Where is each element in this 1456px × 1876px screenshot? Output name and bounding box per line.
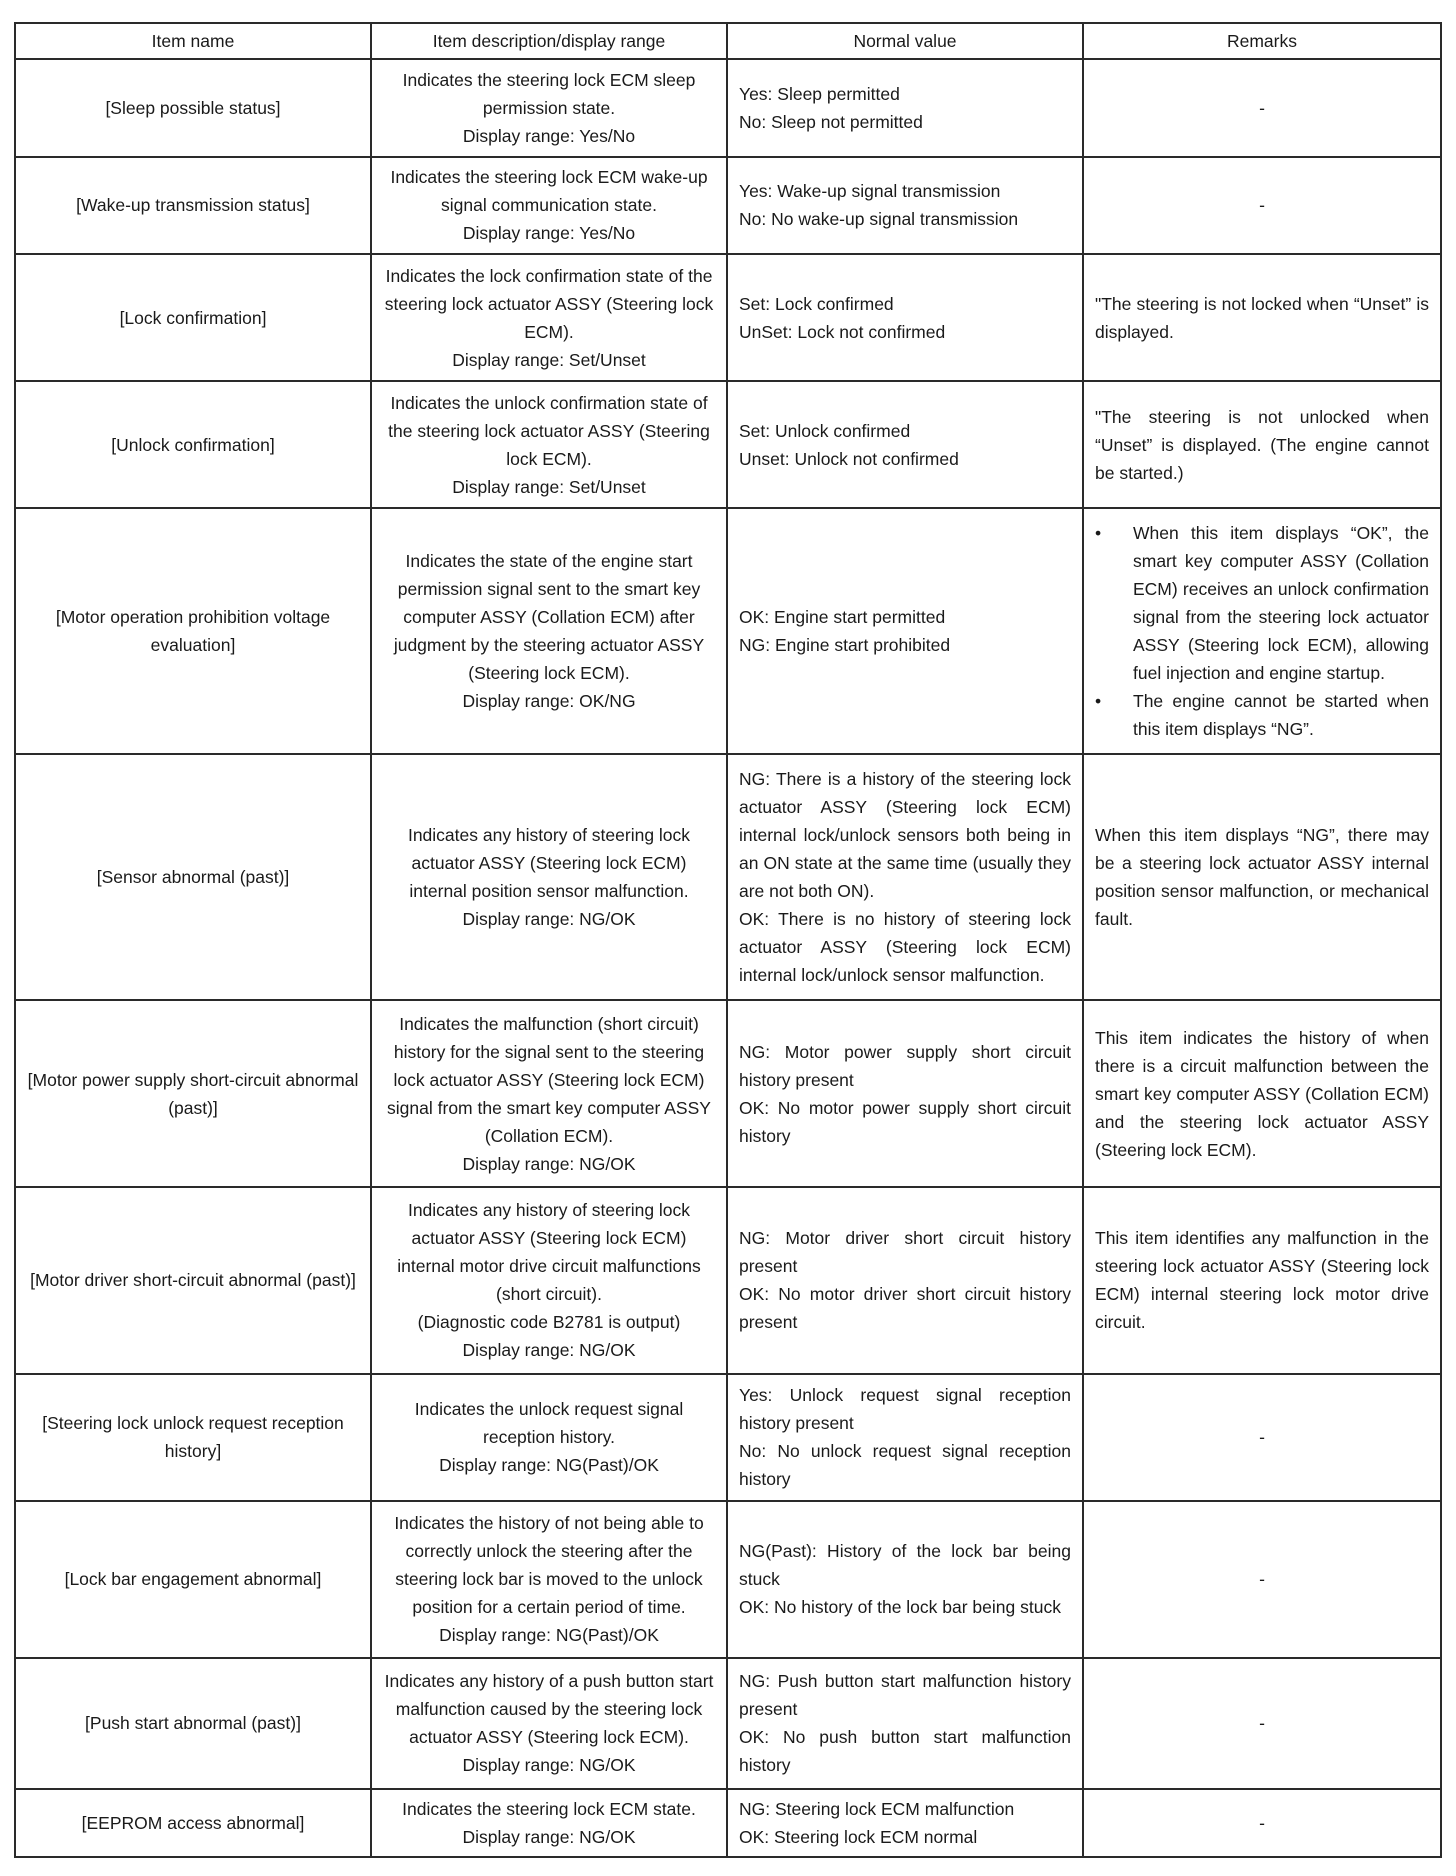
item-description-cell [371, 59, 727, 157]
description-line: Indicates any history of steering lock actuator ASSY (Steering lock ECM) internal motor drive circuit malfunctions (short circuit). [397, 1200, 701, 1305]
table-row [15, 1658, 1441, 1789]
normal-value-line: OK: No history of the lock bar being stuck [739, 1597, 1061, 1618]
item-description-cell [371, 1658, 727, 1789]
table-row [15, 1187, 1441, 1374]
item-description-cell [371, 1187, 727, 1374]
normal-value-line: OK: There is no history of steering lock actuator ASSY (Steering lock ECM) internal lock/unlock sensor malfunction. [739, 909, 1071, 986]
normal-value-line: Yes: Unlock request signal reception history present [739, 1385, 1071, 1434]
description-line: Indicates the history of not being able to correctly unlock the steering after the steering lock bar is moved to the unlock position for a certain period of time. [394, 1513, 704, 1618]
item-name-cell: [Unlock confirmation] [15, 381, 371, 508]
normal-value-line: NG: Steering lock ECM malfunction [739, 1799, 1015, 1820]
table-row [15, 157, 1441, 255]
normal-value-cell [727, 1789, 1083, 1857]
description-line: Indicates the malfunction (short circuit) history for the signal sent to the steering lock actuator ASSY (Steering lock ECM) signal from the smart key computer ASSY (Collation ECM). [387, 1013, 711, 1146]
item-name-cell: [Steering lock unlock request reception history] [15, 1374, 371, 1501]
description-line: Display range: Yes/No [462, 125, 636, 146]
normal-value-cell [727, 1501, 1083, 1658]
remarks-cell: - [1083, 157, 1441, 255]
item-description-cell [371, 157, 727, 255]
normal-value-cell [727, 1000, 1083, 1187]
normal-value-line: NG: Push button start malfunction history present [739, 1671, 1071, 1720]
normal-value-line: NG(Past): History of the lock bar being stuck [739, 1541, 1071, 1590]
remarks-bullet-list [1095, 519, 1429, 743]
remarks-cell: - [1083, 1374, 1441, 1501]
description-line: Indicates the steering lock ECM state. [402, 1799, 696, 1820]
description-line: Indicates the unlock request signal reception history. [414, 1399, 684, 1448]
item-description-cell [371, 381, 727, 508]
item-description-cell [371, 508, 727, 754]
description-line: Display range: Set/Unset [452, 476, 646, 497]
normal-value-cell [727, 254, 1083, 381]
normal-value-line: Unset: Unlock not confirmed [739, 448, 959, 469]
normal-value-cell [727, 1658, 1083, 1789]
item-description-cell [371, 754, 727, 1000]
item-name-cell: [Motor power supply short-circuit abnormal (past)] [15, 1000, 371, 1187]
description-line: Display range: NG/OK [462, 1340, 636, 1361]
item-name-cell: [Motor driver short-circuit abnormal (past)] [15, 1187, 371, 1374]
description-line: Indicates the steering lock ECM sleep permission state. [402, 69, 696, 118]
description-line: Indicates the state of the engine start permission signal sent to the smart key computer ASSY (Collation ECM) after judgment by the steering actuator ASSY (Steering lock ECM). [393, 551, 705, 684]
normal-value-line: Set: Unlock confirmed [739, 420, 911, 441]
table-body [15, 59, 1441, 1857]
description-line: Display range: OK/NG [462, 691, 636, 712]
header-description: Item description/display range [371, 23, 727, 59]
header-item-name: Item name [15, 23, 371, 59]
normal-value-line: No: No unlock request signal reception history [739, 1441, 1071, 1490]
description-line: Indicates any history of a push button start malfunction caused by the steering lock actuator ASSY (Steering lock ECM). [384, 1671, 714, 1748]
description-line: Display range: NG/OK [462, 1827, 636, 1848]
normal-value-line: OK: No push button start malfunction history [739, 1727, 1071, 1776]
item-name-cell: [Wake-up transmission status] [15, 157, 371, 255]
normal-value-line: NG: Engine start prohibited [739, 635, 951, 656]
remarks-bullet-item: • The engine cannot be started when this item displays “NG”. [1095, 687, 1429, 743]
normal-value-line: NG: Motor driver short circuit history present [739, 1228, 1071, 1277]
remarks-cell: This item identifies any malfunction in the steering lock actuator ASSY (Steering lock ECM) internal steering lock motor drive circuit. [1083, 1187, 1441, 1374]
table-row [15, 508, 1441, 754]
remarks-cell: "The steering is not unlocked when “Unset” is displayed. (The engine cannot be started.) [1083, 381, 1441, 508]
description-line: Indicates any history of steering lock actuator ASSY (Steering lock ECM) internal position sensor malfunction. [407, 825, 691, 902]
remarks-cell: "The steering is not locked when “Unset” is displayed. [1083, 254, 1441, 381]
normal-value-line: Yes: Wake-up signal transmission [739, 181, 1001, 202]
description-line: Display range: NG(Past)/OK [439, 1625, 659, 1646]
header-remarks: Remarks [1083, 23, 1441, 59]
normal-value-cell [727, 1187, 1083, 1374]
description-line: Display range: Yes/No [462, 223, 636, 244]
item-description-cell [371, 1374, 727, 1501]
description-line: Display range: NG/OK [462, 1153, 636, 1174]
item-description-cell [371, 1789, 727, 1857]
normal-value-line: Set: Lock confirmed [739, 293, 894, 314]
table-row [15, 1501, 1441, 1658]
description-line: Display range: NG/OK [462, 1755, 636, 1776]
table-row [15, 754, 1441, 1000]
description-line: Indicates the lock confirmation state of the steering lock actuator ASSY (Steering lock ECM). [384, 265, 714, 342]
remarks-bullet-item: • When this item displays “OK”, the smart key computer ASSY (Collation ECM) receives an unlock confirmation signal from the steering lock actuator ASSY (Steering lock ECM), allowing fuel injection and engine startup. [1095, 519, 1429, 687]
header-row [15, 23, 1441, 59]
normal-value-cell [727, 381, 1083, 508]
table-row [15, 59, 1441, 157]
item-description-cell [371, 1501, 727, 1658]
normal-value-line: NG: Motor power supply short circuit history present [739, 1041, 1071, 1090]
normal-value-line: OK: Steering lock ECM normal [739, 1827, 978, 1848]
normal-value-line: OK: No motor power supply short circuit history [739, 1097, 1071, 1146]
remarks-cell: - [1083, 1501, 1441, 1658]
normal-value-line: OK: No motor driver short circuit history present [739, 1284, 1071, 1333]
normal-value-cell [727, 157, 1083, 255]
normal-value-cell [727, 508, 1083, 754]
normal-value-line: UnSet: Lock not confirmed [739, 321, 946, 342]
header-normal-value: Normal value [727, 23, 1083, 59]
table-row [15, 381, 1441, 508]
remarks-cell: When this item displays “NG”, there may be a steering lock actuator ASSY internal position sensor malfunction, or mechanical fault. [1083, 754, 1441, 1000]
item-description-cell [371, 1000, 727, 1187]
table-row [15, 1000, 1441, 1187]
description-line: (Diagnostic code B2781 is output) [417, 1312, 681, 1333]
item-name-cell: [Push start abnormal (past)] [15, 1658, 371, 1789]
normal-value-line: OK: Engine start permitted [739, 607, 946, 628]
table-row [15, 1374, 1441, 1501]
normal-value-line: Yes: Sleep permitted [739, 83, 900, 104]
table-row [15, 1789, 1441, 1857]
item-name-cell: [Sensor abnormal (past)] [15, 754, 371, 1000]
description-line: Display range: NG(Past)/OK [439, 1455, 659, 1476]
remarks-cell: This item indicates the history of when there is a circuit malfunction between the smart key computer ASSY (Collation ECM) and the steering lock actuator ASSY (Steering lock ECM). [1083, 1000, 1441, 1187]
remarks-cell: - [1083, 59, 1441, 157]
remarks-cell: - [1083, 1789, 1441, 1857]
item-name-cell: [EEPROM access abnormal] [15, 1789, 371, 1857]
item-name-cell: [Sleep possible status] [15, 59, 371, 157]
item-name-cell: [Lock confirmation] [15, 254, 371, 381]
description-line: Display range: Set/Unset [452, 349, 646, 370]
item-name-cell: [Lock bar engagement abnormal] [15, 1501, 371, 1658]
normal-value-line: No: Sleep not permitted [739, 111, 923, 132]
remarks-cell: - [1083, 1658, 1441, 1789]
normal-value-cell [727, 754, 1083, 1000]
description-line: Indicates the steering lock ECM wake-up signal communication state. [390, 167, 708, 216]
description-line: Display range: NG/OK [462, 909, 636, 930]
item-name-cell: [Motor operation prohibition voltage evaluation] [15, 508, 371, 754]
normal-value-cell [727, 1374, 1083, 1501]
normal-value-line: NG: There is a history of the steering lock actuator ASSY (Steering lock ECM) internal lock/unlock sensors both being in an ON state at the same time (usually they are not both ON). [739, 769, 1071, 902]
normal-value-cell [727, 59, 1083, 157]
normal-value-line: No: No wake-up signal transmission [739, 209, 1019, 230]
remarks-cell [1083, 508, 1441, 754]
data-list-table [14, 22, 1442, 1858]
description-line: Indicates the unlock confirmation state of the steering lock actuator ASSY (Steering lock ECM). [388, 392, 710, 469]
table-row [15, 254, 1441, 381]
item-description-cell [371, 254, 727, 381]
